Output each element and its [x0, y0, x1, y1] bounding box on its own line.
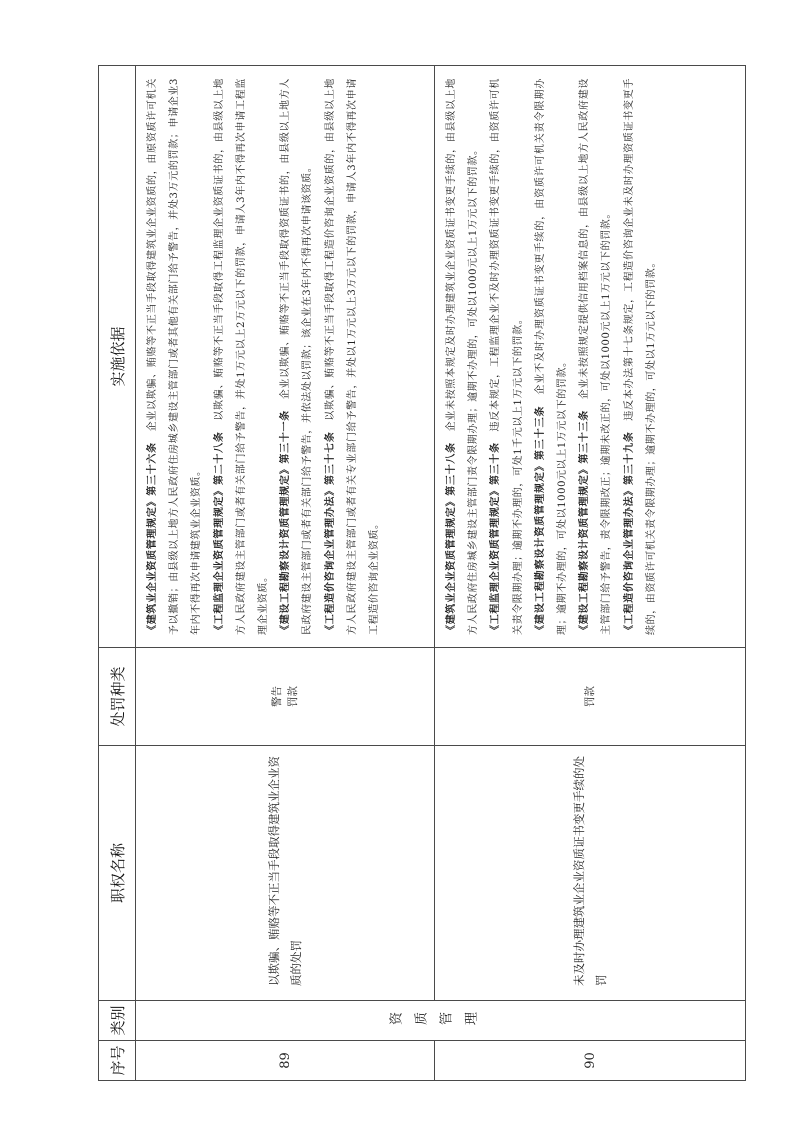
basis-paragraph: [530, 78, 574, 635]
basis-paragraph: [320, 78, 387, 635]
article-number: 第三十条: [490, 442, 502, 486]
article-number: 第三十一条: [280, 410, 292, 464]
basis-cell: [136, 66, 435, 648]
basis-text: 违反本办法第十七条规定，工程造价咨询企业未及时办理资质证书变更手续的，由资质许可机关责令限期办理；逾期不办理的，可处以1万元以下的罚款。: [623, 77, 657, 635]
law-name: 《工程监理企业资质管理规定》: [490, 485, 502, 635]
basis-paragraph: [574, 78, 618, 635]
header-penalty: 处罚种类: [99, 648, 136, 746]
basis-paragraph: [619, 78, 663, 635]
penalty-type-cell: [136, 648, 435, 746]
basis-paragraph: [441, 78, 485, 635]
header-no: 序号: [99, 1041, 136, 1081]
penalty-type: 罚款: [287, 686, 299, 707]
row-number: 90: [435, 1041, 746, 1081]
basis-text: 以欺骗、贿赂等不正当手段取得工程造价咨询企业资质的，由县级以上地方人民政府建设主管部门或者有关专业部门给予警告，并处以1万元以上3万元以下的罚款，申请人3年内不得再次申请工程造价咨询企业资质。: [324, 77, 381, 635]
article-number: 第三十三条: [579, 410, 591, 464]
penalty-type-cell: [435, 648, 746, 746]
basis-text: 企业以欺骗、贿赂等不正当手段取得建筑业企业资质的，由原资质许可机关予以撤销；由县级以上地方人民政府住房城乡建设主管部门或者其他有关部门给予警告，并处3万元的罚款；申请企业3年内不得再次申请建筑业企业资质。: [147, 78, 203, 635]
basis-cell: [435, 66, 746, 648]
law-name: 《建筑业企业资质管理规定》: [147, 495, 158, 635]
basis-text: 违反本规定，工程监理企业不及时办理资质证书变更手续的，由资质许可机关责令限期办理；逾期不办理的，可处1千元以上1万元以下的罚款。: [490, 78, 524, 635]
law-name: 《建设工程勘察设计资质管理规定》: [534, 460, 546, 635]
basis-text: 企业以欺骗、贿赂等不正当手段取得资质证书的，由县级以上地方人民政府建设主管部门或者有关部门给予警告，并依法处以罚款；该企业在3年内不得再次申请该资质。: [280, 77, 314, 635]
law-name: 《工程监理企业资质管理规定》: [213, 485, 225, 635]
law-name: 《建设工程勘察设计资质管理规定》: [579, 463, 591, 635]
power-name: 未及时办理建筑业企业资质证书变更手续的处罚: [435, 746, 746, 1001]
law-name: 《工程造价咨询企业管理办法》: [324, 485, 336, 635]
law-name: 《工程造价咨询企业管理办法》: [623, 485, 635, 635]
penalty-type: 罚款: [584, 686, 596, 707]
category-cell: [136, 1001, 746, 1041]
article-number: 第三十六条: [147, 442, 158, 496]
category-label: 资质管理: [388, 1013, 489, 1028]
basis-paragraph: [142, 78, 209, 635]
law-name: 《建设工程勘察设计资质管理规定》: [280, 463, 292, 635]
article-number: 第三十九条: [623, 431, 635, 485]
rotated-page: [98, 66, 778, 1081]
article-number: 第三十八条: [446, 442, 457, 496]
law-name: 《建筑业企业资质管理规定》: [446, 495, 457, 635]
basis-paragraph: [209, 78, 276, 635]
header-category: 类别: [99, 1001, 136, 1041]
basis-paragraph: [275, 78, 319, 635]
power-name: 以欺骗、贿赂等不正当手段取得建筑业企业资质的处罚: [136, 746, 435, 1001]
header-basis: 实施依据: [99, 66, 136, 648]
table-header-row: [99, 66, 136, 1081]
basis-text: 企业不及时办理资质证书变更手续的，由资质许可机关责令限期办理；逾期不办理的，可处以1000元以上1万元以下的罚款。: [534, 78, 569, 635]
basis-text: 企业未按照规定提供信用档案信息的，由县级以上地方人民政府建设主管部门给予警告，责令限期改正；逾期未改正的，可处以1000元以上1万元以下的罚款。: [579, 77, 613, 635]
table-row: [136, 66, 435, 1081]
basis-text: 以欺骗、贿赂等不正当手段取得工程监理企业资质证书的，由县级以上地方人民政府建设主管部门或者有关部门给予警告，并处1万元以上2万元以下的罚款，申请人3年内不得再次申请工程监理企业资质。: [213, 77, 270, 635]
row-number: 89: [136, 1041, 435, 1081]
article-number: 第二十八条: [213, 431, 225, 485]
article-number: 第三十三条: [534, 405, 546, 461]
article-number: 第三十七条: [324, 431, 336, 485]
table-row: [435, 66, 746, 1081]
basis-paragraph: [485, 78, 529, 635]
header-name: 职权名称: [99, 746, 136, 1001]
basis-text: 企业未按照本规定及时办理建筑业企业资质证书变更手续的，由县级以上地方人民政府住房城乡建设主管部门责令限期办理；逾期不办理的，可处以1000元以上1万元以下的罚款。: [446, 78, 480, 635]
penalty-type: 警告: [271, 686, 283, 707]
penalty-table: [98, 65, 746, 1081]
